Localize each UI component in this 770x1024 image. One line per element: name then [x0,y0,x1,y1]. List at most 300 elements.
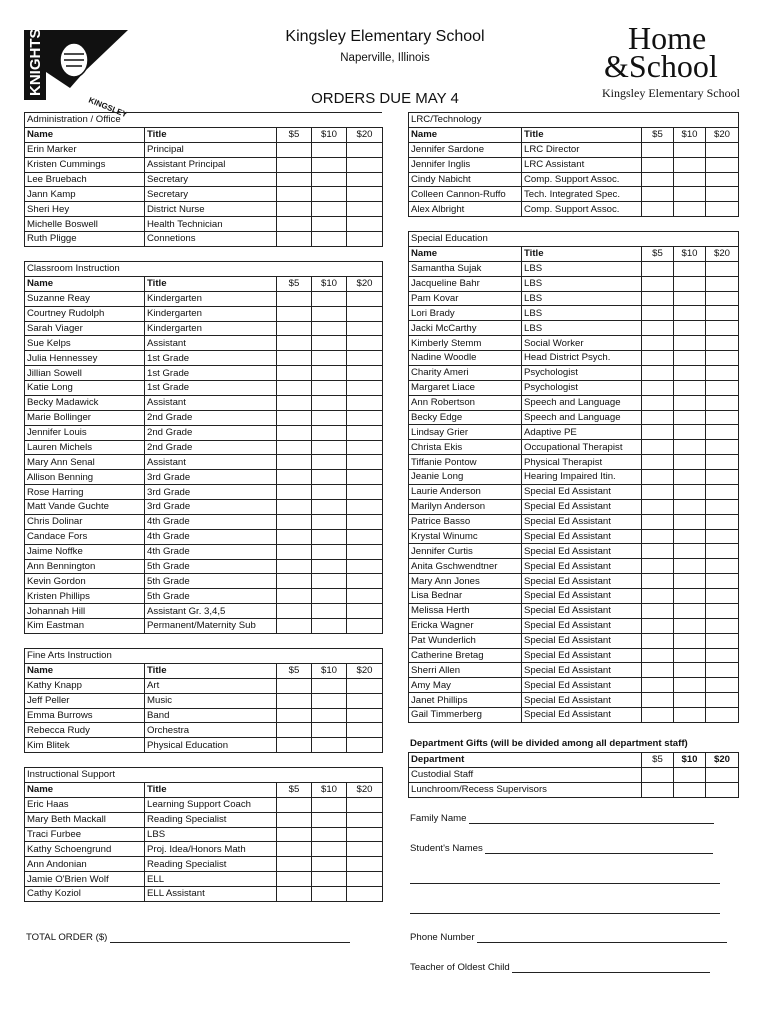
amount-20-cell[interactable] [706,395,739,410]
amount-10-cell[interactable] [674,380,706,395]
amount-20-cell[interactable] [706,455,739,470]
amount-20-cell[interactable] [347,395,383,410]
amount-5-cell[interactable] [277,604,312,619]
amount-20-cell[interactable] [706,574,739,589]
amount-10-cell[interactable] [312,723,347,738]
amount-10-cell[interactable] [674,142,706,157]
amount-20-cell[interactable] [347,544,383,559]
amount-20-cell[interactable] [347,619,383,634]
staff-title-cell: 5th Grade [145,574,277,589]
amount-10-cell[interactable] [312,366,347,381]
amount-10-cell[interactable] [312,529,347,544]
staff-title-cell: Health Technician [145,217,277,232]
amount-10-cell[interactable] [674,484,706,499]
family-name-label: Family Name [410,813,467,824]
amount-10-cell[interactable] [674,410,706,425]
amount-5-cell[interactable] [277,351,312,366]
amount-20-cell[interactable] [347,440,383,455]
amount-5-cell[interactable] [277,187,312,202]
amount-5-cell[interactable] [642,663,674,678]
amount-20-cell[interactable] [706,306,739,321]
amount-10-cell[interactable] [312,738,347,753]
amount-5-cell[interactable] [277,425,312,440]
amount-10-cell[interactable] [674,470,706,485]
amount-10-cell[interactable] [674,633,706,648]
amount-20-cell[interactable] [706,291,739,306]
amount-20-cell[interactable] [347,306,383,321]
students-names-line-2[interactable] [410,874,720,884]
amount-5-cell[interactable] [277,336,312,351]
amount-5-cell[interactable] [642,544,674,559]
amount-5-cell[interactable] [277,544,312,559]
amount-10-cell[interactable] [674,365,706,380]
amount-10-cell[interactable] [312,827,347,842]
amount-5-cell[interactable] [277,842,312,857]
amount-10-cell[interactable] [674,187,706,202]
amount-10-cell[interactable] [312,514,347,529]
amount-20-cell[interactable] [347,321,383,336]
staff-name-cell: Kim Eastman [25,619,145,634]
amount-10-cell[interactable] [674,678,706,693]
amount-20-cell[interactable] [706,380,739,395]
amount-20-cell[interactable] [706,187,739,202]
amount-20-cell[interactable] [347,187,383,202]
amount-10-cell[interactable] [312,470,347,485]
table-row [409,455,739,470]
amount-20-cell[interactable] [706,693,739,708]
staff-name-cell: Ann Robertson [409,395,522,410]
amount-20-cell[interactable] [706,648,739,663]
amount-20-cell[interactable] [347,708,383,723]
table-row [409,618,739,633]
staff-name-cell: Jacki McCarthy [409,321,522,336]
amount-10-cell[interactable] [674,202,706,217]
amount-20-cell[interactable] [706,410,739,425]
amount-5-cell[interactable] [277,381,312,396]
amount-5-cell[interactable] [642,306,674,321]
orders-due-title: ORDERS DUE MAY 4 [311,90,459,107]
amount-10-cell[interactable] [674,514,706,529]
amount-10-cell[interactable] [674,544,706,559]
amount-5-cell[interactable] [277,887,312,902]
students-names-line-3[interactable] [410,904,720,914]
teacher-field[interactable] [410,962,710,973]
amount-10-cell[interactable] [312,842,347,857]
amount-10-cell[interactable] [312,425,347,440]
amount-10-cell[interactable] [674,499,706,514]
amount-10-cell[interactable] [312,291,347,306]
amount-10-cell[interactable] [674,291,706,306]
staff-title-cell: Permanent/Maternity Sub [145,619,277,634]
amount-10-cell[interactable] [312,693,347,708]
staff-name-cell: Colleen Cannon-Ruffo [409,187,522,202]
amount-5-cell[interactable] [277,589,312,604]
amount-10-cell[interactable] [312,381,347,396]
amount-5-cell[interactable] [277,872,312,887]
amount-20-cell[interactable] [706,440,739,455]
amount-5-cell[interactable] [642,559,674,574]
amount-10-cell[interactable] [312,187,347,202]
amount-20-cell[interactable] [347,827,383,842]
amount-10-cell[interactable] [674,395,706,410]
amount-5-cell[interactable] [642,202,674,217]
amount-10-cell[interactable] [312,172,347,187]
amount-20-cell[interactable] [706,499,739,514]
family-name-line[interactable] [469,814,714,824]
amount-5-cell[interactable] [277,827,312,842]
staff-name-cell: Lindsay Grier [409,425,522,440]
amount-5-cell[interactable] [642,157,674,172]
table-row [25,812,383,827]
amount-10-cell[interactable] [312,395,347,410]
amount-5-cell[interactable] [277,619,312,634]
amount-10-cell[interactable] [312,589,347,604]
amount-20-cell[interactable] [347,425,383,440]
amount-10-cell[interactable] [312,604,347,619]
amount-10-cell[interactable] [312,500,347,515]
table-row [409,291,739,306]
amount-20-cell[interactable] [347,485,383,500]
amount-20-cell[interactable] [706,767,739,782]
amount-20-cell[interactable] [706,678,739,693]
staff-name-cell: Alex Albright [409,202,522,217]
amount-20-cell[interactable] [347,812,383,827]
table-row [25,440,383,455]
amount-10-cell[interactable] [312,887,347,902]
amount-5-cell[interactable] [277,514,312,529]
logo-kingsley-text: KINGSLEY [87,95,129,120]
col-20-header: $20 [706,246,739,261]
amount-20-cell[interactable] [706,202,739,217]
amount-20-cell[interactable] [347,872,383,887]
amount-10-cell[interactable] [674,321,706,336]
amount-20-cell[interactable] [347,410,383,425]
staff-title-cell: Special Ed Assistant [522,708,642,723]
col-5-header: $5 [642,753,674,768]
amount-5-cell[interactable] [642,321,674,336]
amount-5-cell[interactable] [642,365,674,380]
staff-title-cell: Special Ed Assistant [522,648,642,663]
students-names-field[interactable] [410,843,713,854]
staff-name-cell: Emma Burrows [25,708,145,723]
amount-20-cell[interactable] [347,678,383,693]
amount-20-cell[interactable] [347,738,383,753]
amount-5-cell[interactable] [277,440,312,455]
total-order-line[interactable] [110,933,350,943]
amount-20-cell[interactable] [347,887,383,902]
amount-20-cell[interactable] [706,276,739,291]
amount-10-cell[interactable] [674,589,706,604]
lrc-table [408,112,739,217]
amount-10-cell[interactable] [674,648,706,663]
amount-20-cell[interactable] [706,529,739,544]
amount-20-cell[interactable] [347,559,383,574]
amount-10-cell[interactable] [312,321,347,336]
amount-5-cell[interactable] [642,276,674,291]
amount-10-cell[interactable] [674,559,706,574]
amount-10-cell[interactable] [674,603,706,618]
col-5-header: $5 [277,276,312,291]
table-row [409,395,739,410]
amount-5-cell[interactable] [277,678,312,693]
staff-title-cell: 5th Grade [145,559,277,574]
table-row [25,187,383,202]
amount-20-cell[interactable] [347,291,383,306]
amount-10-cell[interactable] [312,142,347,157]
amount-5-cell[interactable] [642,782,674,797]
amount-20-cell[interactable] [347,232,383,247]
amount-10-cell[interactable] [674,336,706,351]
amount-5-cell[interactable] [642,261,674,276]
amount-20-cell[interactable] [706,336,739,351]
amount-20-cell[interactable] [706,142,739,157]
amount-20-cell[interactable] [706,544,739,559]
amount-10-cell[interactable] [312,217,347,232]
amount-20-cell[interactable] [347,589,383,604]
staff-title-cell: Speech and Language [522,410,642,425]
amount-10-cell[interactable] [674,172,706,187]
amount-10-cell[interactable] [312,202,347,217]
amount-20-cell[interactable] [347,723,383,738]
amount-5-cell[interactable] [277,723,312,738]
amount-5-cell[interactable] [277,470,312,485]
amount-5-cell[interactable] [642,603,674,618]
table-row [25,232,383,247]
amount-5-cell[interactable] [642,142,674,157]
staff-name-cell: Tiffanie Pontow [409,455,522,470]
amount-20-cell[interactable] [347,529,383,544]
amount-5-cell[interactable] [642,351,674,366]
amount-10-cell[interactable] [674,440,706,455]
amount-10-cell[interactable] [312,708,347,723]
amount-20-cell[interactable] [347,574,383,589]
amount-10-cell[interactable] [674,574,706,589]
amount-5-cell[interactable] [642,618,674,633]
amount-5-cell[interactable] [642,633,674,648]
staff-title-cell: LBS [522,306,642,321]
amount-20-cell[interactable] [347,470,383,485]
table-row [409,663,739,678]
amount-20-cell[interactable] [347,797,383,812]
students-names-line[interactable] [485,844,713,854]
amount-20-cell[interactable] [706,589,739,604]
amount-5-cell[interactable] [642,589,674,604]
amount-10-cell[interactable] [312,857,347,872]
staff-title-cell: Physical Education [145,738,277,753]
amount-5-cell[interactable] [277,142,312,157]
total-order-field[interactable] [26,932,350,943]
amount-10-cell[interactable] [312,232,347,247]
table-row [25,559,383,574]
amount-10-cell[interactable] [312,455,347,470]
amount-5-cell[interactable] [277,366,312,381]
amount-5-cell[interactable] [642,336,674,351]
amount-5-cell[interactable] [642,514,674,529]
amount-20-cell[interactable] [347,172,383,187]
amount-20-cell[interactable] [706,708,739,723]
amount-5-cell[interactable] [642,291,674,306]
amount-5-cell[interactable] [277,217,312,232]
amount-5-cell[interactable] [642,172,674,187]
amount-5-cell[interactable] [642,395,674,410]
amount-20-cell[interactable] [706,365,739,380]
amount-20-cell[interactable] [347,381,383,396]
staff-name-cell: Mary Ann Senal [25,455,145,470]
amount-20-cell[interactable] [347,142,383,157]
amount-5-cell[interactable] [277,559,312,574]
amount-5-cell[interactable] [277,738,312,753]
amount-5-cell[interactable] [277,812,312,827]
amount-10-cell[interactable] [312,485,347,500]
amount-10-cell[interactable] [312,351,347,366]
amount-5-cell[interactable] [642,380,674,395]
amount-5-cell[interactable] [642,767,674,782]
amount-5-cell[interactable] [277,291,312,306]
amount-5-cell[interactable] [642,708,674,723]
amount-5-cell[interactable] [642,470,674,485]
amount-10-cell[interactable] [674,618,706,633]
amount-20-cell[interactable] [347,351,383,366]
amount-10-cell[interactable] [674,663,706,678]
amount-5-cell[interactable] [642,574,674,589]
amount-20-cell[interactable] [706,484,739,499]
amount-10-cell[interactable] [312,157,347,172]
amount-5-cell[interactable] [277,395,312,410]
amount-5-cell[interactable] [642,484,674,499]
table-row [25,842,383,857]
amount-5-cell[interactable] [642,693,674,708]
amount-5-cell[interactable] [277,574,312,589]
amount-10-cell[interactable] [674,767,706,782]
staff-title-cell: Head District Psych. [522,351,642,366]
amount-10-cell[interactable] [674,157,706,172]
amount-10-cell[interactable] [312,544,347,559]
amount-20-cell[interactable] [347,693,383,708]
amount-20-cell[interactable] [706,172,739,187]
amount-20-cell[interactable] [706,618,739,633]
amount-10-cell[interactable] [674,782,706,797]
amount-10-cell[interactable] [674,276,706,291]
amount-20-cell[interactable] [347,202,383,217]
staff-title-cell: LBS [145,827,277,842]
phone-number-field[interactable] [410,932,727,943]
amount-10-cell[interactable] [674,351,706,366]
amount-20-cell[interactable] [706,603,739,618]
amount-5-cell[interactable] [642,648,674,663]
amount-5-cell[interactable] [277,410,312,425]
family-name-field[interactable] [410,813,714,824]
amount-20-cell[interactable] [706,157,739,172]
amount-20-cell[interactable] [347,455,383,470]
amount-5-cell[interactable] [642,529,674,544]
col-20-header: $20 [706,753,739,768]
amount-20-cell[interactable] [347,157,383,172]
amount-20-cell[interactable] [347,500,383,515]
amount-10-cell[interactable] [312,559,347,574]
amount-10-cell[interactable] [312,306,347,321]
amount-5-cell[interactable] [277,455,312,470]
amount-20-cell[interactable] [706,663,739,678]
staff-name-cell: Jacqueline Bahr [409,276,522,291]
amount-5-cell[interactable] [277,306,312,321]
amount-5-cell[interactable] [277,321,312,336]
amount-20-cell[interactable] [347,336,383,351]
amount-10-cell[interactable] [312,797,347,812]
amount-5-cell[interactable] [277,797,312,812]
amount-20-cell[interactable] [706,470,739,485]
amount-20-cell[interactable] [347,842,383,857]
amount-5-cell[interactable] [642,499,674,514]
amount-5-cell[interactable] [642,455,674,470]
amount-20-cell[interactable] [706,782,739,797]
amount-10-cell[interactable] [674,261,706,276]
amount-10-cell[interactable] [312,440,347,455]
amount-5-cell[interactable] [277,485,312,500]
amount-5-cell[interactable] [277,857,312,872]
amount-20-cell[interactable] [706,633,739,648]
amount-5-cell[interactable] [642,678,674,693]
amount-5-cell[interactable] [277,708,312,723]
amount-10-cell[interactable] [312,872,347,887]
amount-20-cell[interactable] [706,351,739,366]
amount-5-cell[interactable] [277,232,312,247]
amount-5-cell[interactable] [277,157,312,172]
teacher-line[interactable] [512,963,710,973]
table-row [25,485,383,500]
amount-20-cell[interactable] [706,514,739,529]
staff-title-cell: Assistant [145,455,277,470]
amount-5-cell[interactable] [642,440,674,455]
staff-name-cell: Rebecca Rudy [25,723,145,738]
staff-name-cell: Jann Kamp [25,187,145,202]
amount-10-cell[interactable] [312,619,347,634]
amount-5-cell[interactable] [642,425,674,440]
amount-10-cell[interactable] [312,574,347,589]
amount-20-cell[interactable] [347,514,383,529]
amount-5-cell[interactable] [642,410,674,425]
amount-20-cell[interactable] [706,321,739,336]
amount-5-cell[interactable] [277,172,312,187]
amount-10-cell[interactable] [674,425,706,440]
amount-10-cell[interactable] [674,693,706,708]
amount-20-cell[interactable] [706,425,739,440]
amount-10-cell[interactable] [674,306,706,321]
amount-10-cell[interactable] [674,455,706,470]
table-row [409,261,739,276]
amount-20-cell[interactable] [706,559,739,574]
amount-10-cell[interactable] [312,678,347,693]
amount-10-cell[interactable] [312,336,347,351]
amount-10-cell[interactable] [674,529,706,544]
table-row [25,366,383,381]
amount-20-cell[interactable] [347,217,383,232]
staff-title-cell: Special Ed Assistant [522,633,642,648]
amount-5-cell[interactable] [277,529,312,544]
table-row [25,514,383,529]
amount-5-cell[interactable] [277,693,312,708]
amount-5-cell[interactable] [642,187,674,202]
amount-20-cell[interactable] [347,857,383,872]
amount-20-cell[interactable] [347,366,383,381]
amount-20-cell[interactable] [347,604,383,619]
amount-10-cell[interactable] [312,410,347,425]
amount-5-cell[interactable] [277,202,312,217]
amount-20-cell[interactable] [706,261,739,276]
amount-5-cell[interactable] [277,500,312,515]
phone-number-line[interactable] [477,933,727,943]
amount-10-cell[interactable] [312,812,347,827]
amount-10-cell[interactable] [674,708,706,723]
